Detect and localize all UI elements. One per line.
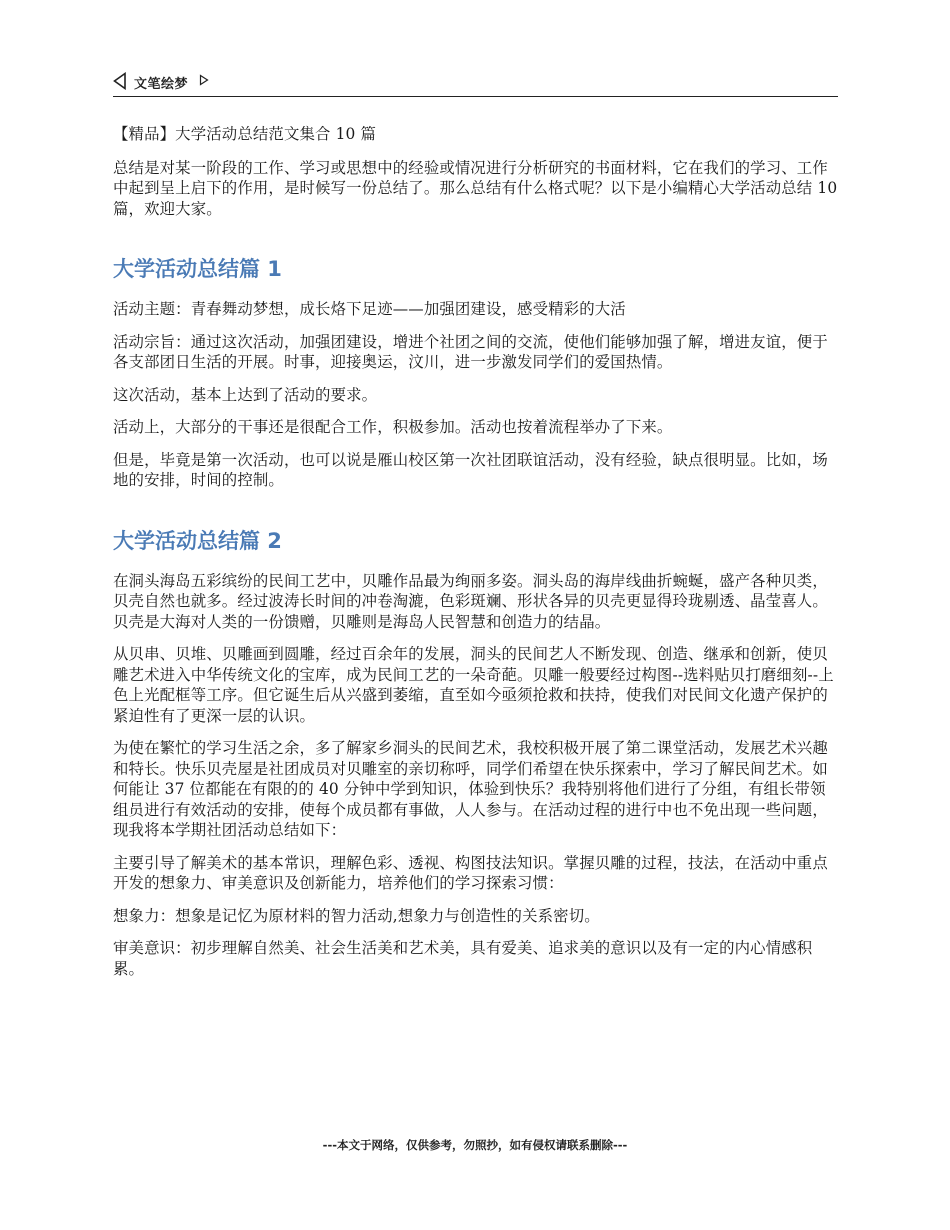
document-page — [113, 0, 838, 1230]
section2-paragraph: 想象力：想象是记忆为原材料的智力活动,想象力与创造性的关系密切。 — [113, 906, 600, 925]
back-triangle-icon[interactable] — [113, 72, 127, 90]
section1-paragraph: 这次活动，基本上达到了活动的要求。 — [113, 385, 378, 404]
document-title: 【精品】大学活动总结范文集合 10 篇 — [113, 125, 377, 143]
section2-paragraph: 在洞头海岛五彩缤纷的民间工艺中，贝雕作品最为绚丽多姿。洞头岛的海岸线曲折蜿蜒，盛产各种贝类，贝壳自然也就多。经过波涛长时间的冲卷淘漉，色彩斑斓、形状各异的贝壳更显得玲珑剔透、晶莹喜人。贝壳是大海对人类的一份馈赠，贝雕则是海岛人民智慧和创造力的结晶。 — [113, 571, 828, 631]
section1-paragraph: 活动主题：青春舞动梦想，成长烙下足迹——加强团建设，感受精彩的大活 — [113, 300, 626, 318]
section1-paragraph: 活动宗旨：通过这次活动，加强团建设，增进个社团之间的交流，使他们能够加强了解，增进友谊，便于各支部团日生活的开展。时事，迎接奥运，汶川，进一步激发同学们的爱国热情。 — [113, 332, 828, 371]
section-heading-2: 大学活动总结篇 2 — [113, 528, 282, 553]
section2-paragraph: 主要引导了解美术的基本常识，理解色彩、透视、构图技法知识。掌握贝雕的过程，技法，在活动中重点开发的想象力、审美意识及创新能力，培养他们的学习探索习惯： — [113, 853, 828, 892]
page-header — [113, 70, 838, 97]
section1-paragraph: 活动上，大部分的干事还是很配合工作，积极参加。活动也按着流程举办了下来。 — [113, 418, 673, 436]
section-heading-1: 大学活动总结篇 1 — [113, 257, 282, 281]
page-footer-disclaimer: ---本文于网络，仅供参考，勿照抄，如有侵权请联系删除--- — [322, 1138, 628, 1152]
section2-paragraph: 为使在繁忙的学习生活之余，多了解家乡洞头的民间艺术，我校积极开展了第二课堂活动，发展艺术兴趣和特长。快乐贝壳屋是社团成员对贝雕室的亲切称呼，同学们希望在快乐探索中，学习了解民间艺术。如何能让 37 位都能在有限的的 40 分钟中学到知识，体验到快乐？我特别将他们进行了分组，有组长带领组员进行有效活动的安排，使每个成员都有事做，人人参与。在活动过程的进行中也不免出现一些问题，现我将本学期社团活动总结如下： — [113, 739, 828, 839]
section2-paragraph: 从贝串、贝堆、贝雕画到圆雕，经过百余年的发展，洞头的民间艺人不断发现、创造、继承和创新，使贝雕艺术进入中华传统文化的宝库，成为民间工艺的一朵奇葩。贝雕一般要经过构图--选料贴贝打磨细刻--上色上光配框等工序。但它诞生后从兴盛到萎缩，直至如今亟须抢救和扶持，使我们对民间文化遗产保护的紧迫性有了更深一层的认识。 — [113, 645, 834, 725]
document-content — [113, 124, 838, 991]
brand-name: 文笔绘梦 — [134, 77, 189, 92]
intro-paragraph: 总结是对某一阶段的工作、学习或思想中的经验或情况进行分析研究的书面材料，它在我们的学习、工作中起到呈上启下的作用，是时候写一份总结了。那么总结有什么格式呢？以下是小编精心大学活动总结 10 篇，欢迎大家。 — [113, 158, 838, 218]
section1-paragraph: 但是，毕竟是第一次活动，也可以说是雁山校区第一次社团联谊活动，没有经验，缺点很明显。比如，场地的安排，时间的控制。 — [113, 450, 828, 489]
play-triangle-icon[interactable] — [199, 74, 209, 86]
section2-paragraph: 审美意识：初步理解自然美、社会生活美和艺术美，具有爱美、追求美的意识以及有一定的内心情感积累。 — [113, 939, 813, 978]
